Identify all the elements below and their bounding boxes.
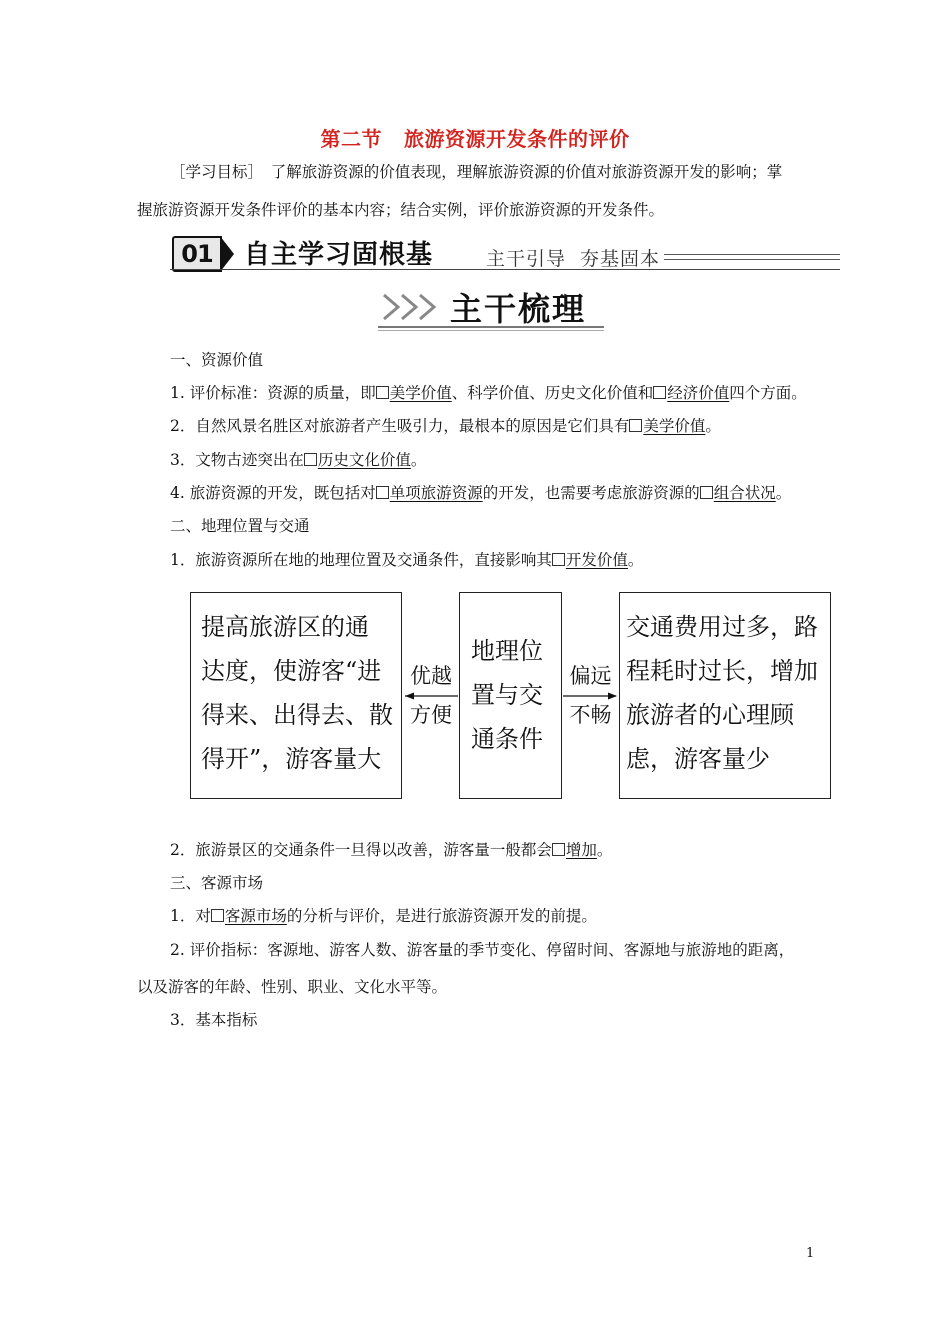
diagram-center-line: 置与交 (471, 681, 543, 709)
text: 四个方面。 (729, 384, 807, 402)
heading-location-transport: 二、地理位置与交通 (170, 517, 310, 535)
diagram-left-line: 达度，使游客“进 (201, 657, 382, 685)
objectives-line-1: ［学习目标］ 了解旅游资源的价值表现，理解旅游资源的价值对旅游资源开发的影响；掌 (170, 163, 783, 181)
item-2-2 (170, 840, 612, 860)
text: 。 (627, 551, 644, 569)
section-heading (378, 284, 606, 332)
banner-main-text: 自主学习固根基 (244, 240, 434, 270)
item-1-2 (170, 416, 721, 436)
item-1-1 (170, 383, 807, 403)
blank-box-icon (552, 843, 565, 856)
page-number: 1 (806, 1246, 815, 1261)
text: 的开发，也需要考虑旅游资源的 (482, 484, 700, 502)
banner-divider (664, 254, 840, 255)
triple-chevron-icon (380, 292, 446, 322)
text: 1. 评价标准：资源的质量，即 (170, 384, 376, 402)
item-2-1 (170, 550, 643, 570)
blank-box-icon (552, 553, 565, 566)
diagram-right-line: 虑，游客量少 (626, 745, 770, 773)
diagram-right-line: 交通费用过多，路 (626, 613, 818, 641)
text: 、科学价值、历史文化价值和 (451, 384, 654, 402)
banner-subtitle-2: 夯基固本 (580, 248, 661, 270)
text: 。 (705, 417, 721, 435)
blank-box-icon (653, 386, 666, 399)
answer-blank: 组合状况 (713, 484, 776, 502)
text: 3．文物古迹突出在 (170, 451, 304, 469)
page-title (0, 123, 950, 152)
right-arrow-bottom-label: 不畅 (569, 703, 612, 727)
answer-blank: 单项旅游资源 (389, 484, 483, 502)
diagram-center-line: 地理位 (471, 637, 543, 665)
blank-box-icon (376, 486, 389, 499)
heading-source-market: 三、客源市场 (170, 874, 264, 892)
answer-blank: 客源市场 (224, 907, 287, 925)
text: 。 (596, 841, 613, 859)
item-3-2-line-1: 2. 评价指标：客源地、游客人数、游客量的季节变化、停留时间、客源地与旅游地的距离， (170, 941, 795, 959)
answer-blank: 历史文化价值 (317, 451, 411, 469)
text: 的分析与评价，是进行旅游资源开发的前提。 (286, 907, 597, 925)
text: 1．对 (170, 907, 211, 925)
title-text: 旅游资源开发条件的评价 (404, 127, 630, 151)
blank-box-icon (629, 419, 642, 432)
left-arrow-icon (403, 690, 459, 702)
text: 1．旅游资源所在地的地理位置及交通条件，直接影响其 (170, 551, 552, 569)
blank-box-icon (700, 486, 713, 499)
banner-subtitle-1: 主干引导 (486, 248, 567, 270)
chapter-banner (170, 232, 840, 270)
diagram-center-box (459, 592, 562, 799)
banner-divider (664, 259, 840, 260)
answer-blank: 开发价值 (565, 551, 628, 569)
left-arrow-bottom-label: 方便 (410, 703, 452, 727)
item-1-3 (170, 450, 426, 470)
item-3-3: 3．基本指标 (170, 1011, 258, 1029)
banner-underline (170, 269, 840, 270)
section-heading-text: 主干梳理 (450, 290, 587, 328)
right-arrow-top-label: 偏远 (569, 664, 612, 688)
heading-resource-value: 一、资源价值 (170, 351, 264, 369)
text: 2．旅游景区的交通条件一旦得以改善，游客量一般都会 (170, 841, 552, 859)
diagram-right-line: 程耗时过长，增加 (626, 657, 818, 685)
right-arrow-icon (562, 690, 619, 702)
diagram-left-box (190, 592, 402, 799)
item-1-4 (170, 483, 791, 503)
blank-box-icon (211, 909, 224, 922)
diagram-right-box (619, 592, 831, 799)
section-underline (378, 326, 604, 328)
banner-number: 01 (172, 236, 222, 272)
diagram-right-line: 旅游者的心理顾 (626, 701, 794, 729)
left-arrow-top-label: 优越 (410, 664, 452, 688)
diagram-left-line: 提高旅游区的通 (201, 613, 369, 641)
text: 4. 旅游资源的开发，既包括对 (170, 484, 376, 502)
title-section-number: 第二节 (320, 127, 382, 151)
text: 2．自然风景名胜区对旅游者产生吸引力，最根本的原因是它们具有 (170, 417, 630, 435)
answer-blank: 经济价值 (667, 384, 730, 402)
item-3-1 (170, 906, 597, 926)
text: 。 (775, 484, 792, 502)
item-3-2-line-2: 以及游客的年龄、性别、职业、文化水平等。 (137, 978, 448, 996)
answer-blank: 美学价值 (643, 417, 706, 435)
answer-blank: 美学价值 (389, 384, 452, 402)
diagram-center-line: 通条件 (471, 725, 543, 753)
text: 。 (410, 451, 427, 469)
diagram-left-line: 得开”，游客量大 (201, 745, 382, 773)
diagram-left-line: 得来、出得去、散 (201, 701, 393, 729)
blank-box-icon (376, 386, 389, 399)
banner-triangle-icon (220, 236, 234, 272)
section-underline (378, 330, 604, 331)
objectives-line-2: 握旅游资源开发条件评价的基本内容；结合实例，评价旅游资源的开发条件。 (137, 201, 665, 219)
banner-subtitle (486, 244, 660, 271)
blank-box-icon (304, 453, 317, 466)
answer-blank: 增加 (565, 841, 597, 859)
